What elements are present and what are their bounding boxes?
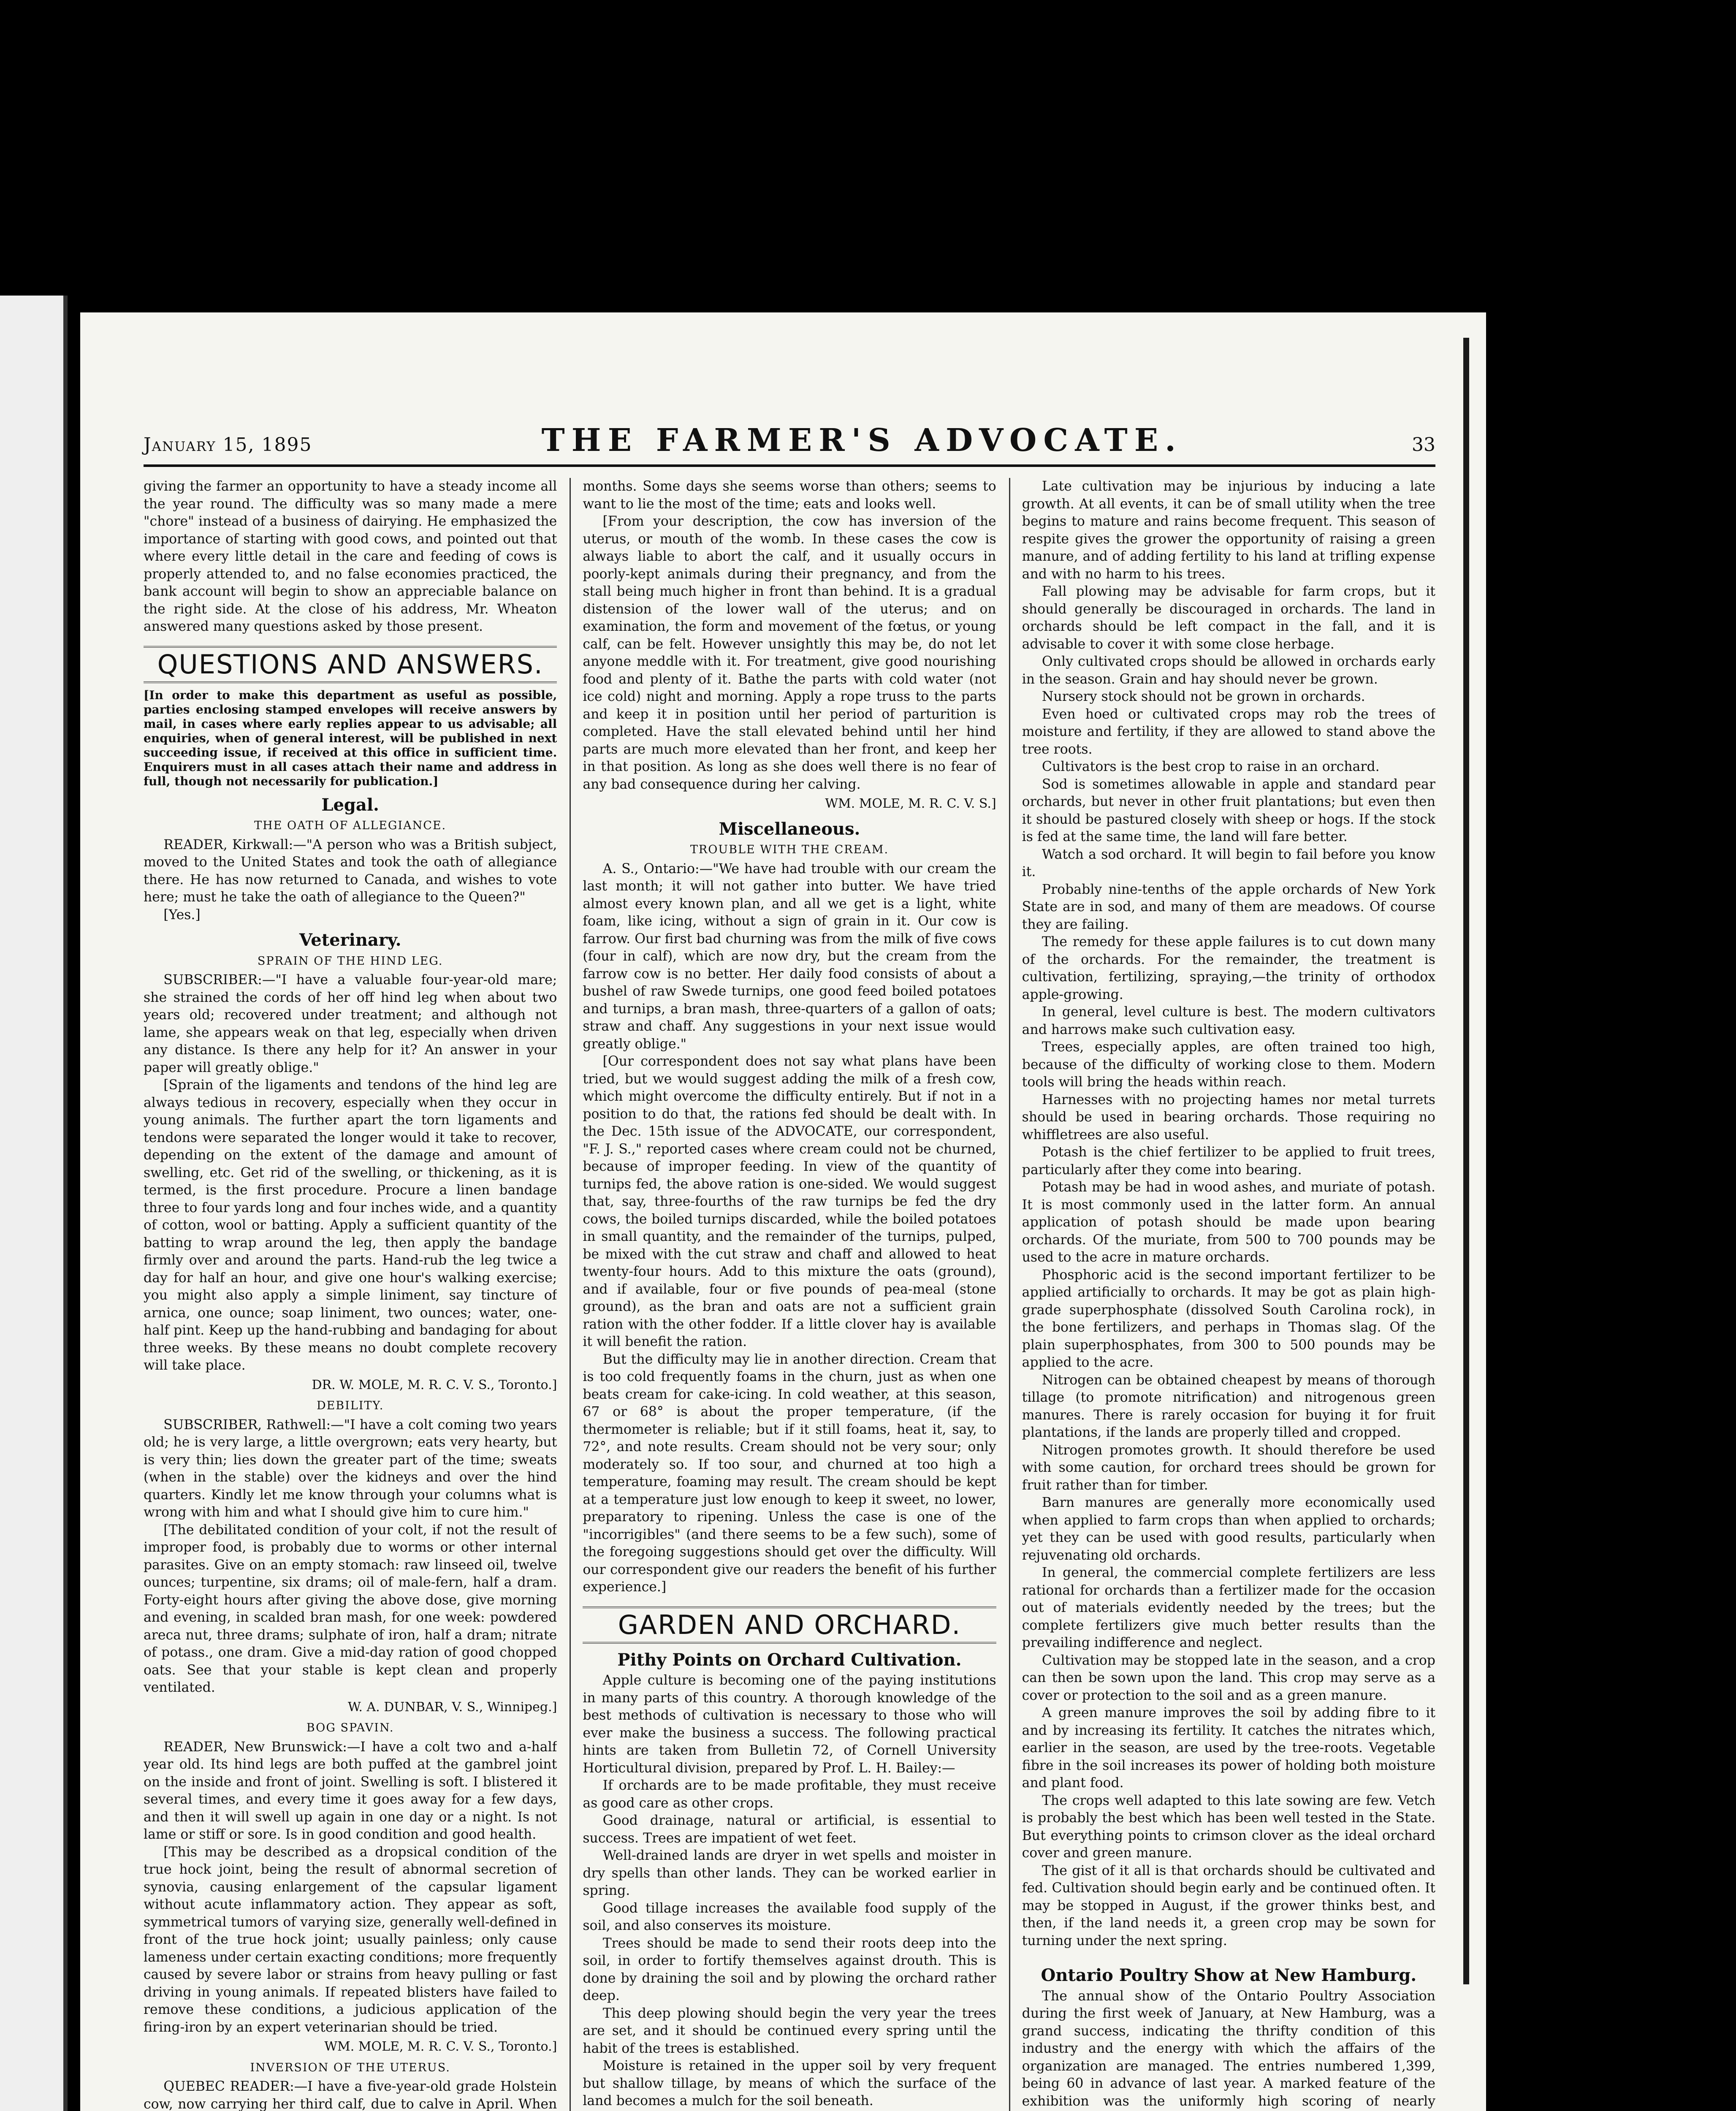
- paragraph: Even hoed or cultivated crops may rob the trees of moisture and fertility, if they are allowed to stand above the tree roots.: [1022, 706, 1435, 757]
- answer: [The debilitated condition of your colt, if not the result of improper food, is probably due to worms or other internal parasites. Give on an empty stomach: raw linseed oil, twelve ounces; turpentine, six drams; oil of male-fern, half a dram. Forty-eight hours after giving the above dose, give morning and evening, in scalded bran mash, for one week: powdered areca nut, three drams; sulphate of iron, half a dram; nitrate of potass., one dram. Give a mid-day ration of good chopped oats. See that your stable is kept clean and properly ventilated.: [144, 1522, 557, 1695]
- article-title-poultry-show: Ontario Poultry Show at New Hamburg.: [1041, 1965, 1417, 1985]
- paragraph: Harnesses with no projecting hames nor metal turrets should be used in bearing orchards. Those requiring no whiffletrees are also useful.: [1022, 1092, 1435, 1142]
- article-title: Pithy Points on Orchard Cultivation.: [617, 1650, 962, 1670]
- paragraph: Moisture is retained in the upper soil by very frequent but shallow tillage, by means of which the surface of the land becomes a mulch for the soil beneath.: [583, 2058, 996, 2108]
- paragraph: Sod is sometimes allowable in apple and standard pear orchards, but never in other fruit plantations; but even then it should be pastured closely with sheep or hogs. If the stock is fed at the same time, the land will fare better.: [1022, 776, 1435, 844]
- signature: WM. MOLE, M. R. C. V. S.]: [825, 796, 996, 811]
- paragraph: The crops well adapted to this late sowing are few. Vetch is probably the best which has been well tested in the State. But everything points to crimson clover as the ideal orchard cover and green manure.: [1022, 1793, 1435, 1861]
- question: SUBSCRIBER:—"I have a valuable four-year-old mare; she strained the cords of her off hind leg when about two years old; recovered under treatment; and although not lame, she appears weak on that leg, especially when driven any distance. Is there any help for it? An answer in your paper will greatly oblige.": [144, 972, 557, 1075]
- column-3: [1009, 478, 1435, 2111]
- question: SUBSCRIBER, Rathwell:—"I have a colt coming two years old; he is very large, a little overgrown; eats very hearty, but is very thin; lies down the greater part of the time; sweats (when in the stable) over the kidneys and over the hind quarters. Kindly let me know through your columns what is wrong with him and what I should give him to cure him.": [144, 1417, 557, 1520]
- paragraph: Good drainage, natural or artificial, is essential to success. Trees are impatient of wet feet.: [583, 1813, 996, 1846]
- paragraph: This deep plowing should begin the very year the trees are set, and it should be continued every spring until the habit of the trees is established.: [583, 2005, 996, 2056]
- page-header: [144, 422, 1435, 467]
- answer: [This may be described as a dropsical condition of the true hock joint, being the result of abnormal secretion of synovia, causing enlargement of the capsular ligament without acute inflammatory action. They appear as soft, symmetrical tumors of varying size, generally well-defined in front of the true hock joint; usually painless; only cause lameness under certain exacting conditions; more frequently caused by severe labor or strains from heavy pulling or fast driving in young animals. If repeated blisters have failed to remove these conditions, a judicious application of the firing-iron by an expert veterinarian should be tried.: [144, 1844, 557, 2035]
- topic-title: SPRAIN OF THE HIND LEG.: [257, 954, 443, 968]
- topic-title: INVERSION OF THE UTERUS.: [250, 2061, 450, 2074]
- paragraph: The remedy for these apple failures is to cut down many of the orchards. For the remainder, the treatment is cultivation, fertilizing, spraying,—the trinity of orthodox apple-growing.: [1022, 934, 1435, 1002]
- question: READER, Kirkwall:—"A person who was a British subject, moved to the United States and took the oath of allegiance there. He has now returned to Canada, and wishes to vote here; must he take the oath of allegiance to the Queen?": [144, 837, 557, 905]
- article-columns: [144, 478, 1435, 2111]
- paragraph: Trees should be made to send their roots deep into the soil, in order to fortify themselves against drouth. This is done by draining the soil and by plowing the orchard rather deep.: [583, 1935, 996, 2003]
- paragraph: Well-drained lands are dryer in wet spells and moister in dry spells than other lands. They can be worked earlier in spring.: [583, 1848, 996, 1898]
- paragraph: Apple culture is becoming one of the paying institutions in many parts of this country. A thorough knowledge of the best methods of cultivation is necessary to those who will ever make the business a success. The following practical hints are taken from Bulletin 72, of Cornell University Horticultural division, prepared by Prof. L. H. Bailey:—: [583, 1673, 996, 1776]
- answer: [From your description, the cow has inversion of the uterus, or mouth of the womb. In these cases the cow is always liable to abort the calf, and it usually occurs in poorly-kept animals during their pregnancy, and from the stall being much higher in front than behind. It is a gradual distension of the lower wall of the uterus; and on examination, the form and movement of the fœtus, or young calf, can be felt. However unsightly this may be, do not let anyone meddle with it. For treatment, give good nourishing food and plenty of it. Bathe the parts with cold water (not ice cold) night and morning. Apply a rope truss to the parts and keep it in position until her period of parturition is completed. Have the stall elevated behind until her hind parts are much more elevated than her front, and keep her in that position. As long as she does well there is no fear of any bad consequence during her calving.: [583, 514, 996, 792]
- signature: W. A. DUNBAR, V. S., Winnipeg.]: [347, 1699, 557, 1715]
- paragraph: giving the farmer an opportunity to have a steady income all the year round. The difficulty was so many made a mere "chore" instead of a business of dairying. He emphasized the importance of starting with good cows, and pointed out that where every little detail in the care and feeding of cows is properly attended to, and no false economies practiced, the bank account will begin to show an appreciable balance on the right side. At the close of his address, Mr. Wheaton answered many questions asked by those present.: [144, 479, 557, 634]
- section-heading-questions-answers: QUESTIONS AND ANSWERS.: [144, 646, 557, 683]
- answer: [Sprain of the ligaments and tendons of the hind leg are always tedious in recovery, especially when they occur in young animals. The further apart the torn ligaments and tendons were separated the longer would it take to recover, depending on the extent of the damage and amount of swelling, etc. Get rid of the swelling, or thickening, as it is termed, is the first procedure. Procure a linen bandage three to four yards long and four inches wide, and a quantity of cotton, wool or batting. Apply a sufficient quantity of the batting to wrap around the leg, then apply the bandage firmly over and around the parts. Hand-rub the leg twice a day for half an hour, and give one hour's walking exercise; you might also apply a simple liniment, say tincture of arnica, one ounce; soap liniment, two ounces; water, one-half pint. Keep up the hand-rubbing and bandaging for about three weeks. By these means no doubt complete recovery will take place.: [144, 1077, 557, 1373]
- paragraph: The gist of it all is that orchards should be cultivated and fed. Cultivation should begin early and be continued often. It may be stopped in August, if the grower thinks best, and then, if the land needs it, a green crop may be sown for turning under the next spring.: [1022, 1863, 1435, 1948]
- paragraph: A green manure improves the soil by adding fibre to it and by increasing its fertility. It catches the nitrates which, earlier in the season, are used by the tree-roots. Vegetable fibre in the soil increases its power of holding both moisture and plant food.: [1022, 1705, 1435, 1791]
- answer: [Yes.]: [163, 907, 201, 923]
- paragraph: In general, level culture is best. The modern cultivators and harrows make such cultivation easy.: [1022, 1004, 1435, 1037]
- column-1: [144, 478, 557, 2111]
- paragraph: Cultivators is the best crop to raise in an orchard.: [1042, 759, 1380, 774]
- answer: But the difficulty may lie in another direction. Cream that is too cold frequently foams in the churn, just as when one beats cream for cake-icing. In cold weather, at this season, 67 or 68° is about the proper temperature, (if the thermometer is reliable; but if it still foams, heat it, say, to 72°, and note results. Cream should not be very sour; only moderately so. If too sour, and churned at too high a temperature, foaming may result. The cream should be kept at a temperature just low enough to keep it sweet, no lower, preparatory to ripening. Unless the case is one of the "incorrigibles" (and there seems to be a few such), some of the foregoing suggestions should get over the difficulty. Will our correspondent give our readers the benefit of his further experience.]: [583, 1351, 996, 1595]
- issue-date: January 15, 1895: [144, 434, 312, 456]
- paragraph: Trees, especially apples, are often trained too high, because of the difficulty of working close to them. Modern tools will bring the heads within reach.: [1022, 1039, 1435, 1090]
- paragraph: Cultivation may be stopped late in the season, and a crop can then be sown upon the land. This crop may serve as a cover or protection to the soil and as a green manure.: [1022, 1652, 1435, 1703]
- paragraph: Phosphoric acid is the second important fertilizer to be applied artificially to orchards. It may be got as plain high-grade superphosphate (dissolved South Carolina rock), in the bone fertilizers, and perhaps in Thomas slag. Of the plain superphosphates, from 300 to 500 pounds may be applied to the acre.: [1022, 1267, 1435, 1370]
- paragraph: Nursery stock should not be grown in orchards.: [1042, 689, 1365, 704]
- paragraph: Nitrogen promotes growth. It should therefore be used with some caution, for orchard trees should be grown for fruit rather than for timber.: [1022, 1442, 1435, 1493]
- paragraph: Barn manures are generally more economically used when applied to farm crops than when applied to orchards; yet they can be used with good results, particularly when rejuvenating old orchards.: [1022, 1495, 1435, 1563]
- paragraph: Potash may be had in wood ashes, and muriate of potash. It is most commonly used in the latter form. An annual application of potash should be made upon bearing orchards. Of the muriate, from 500 to 700 pounds may be used to the acre in mature orchards.: [1022, 1180, 1435, 1265]
- question: READER, New Brunswick:—I have a colt two and a-half year old. Its hind legs are both puffed at the gambrel joint on the inside and front of joint. Swelling is soft. I blistered it several times, and every time it goes away for a few days, and then it will swell up again in one day or a night. Is not lame or stiff or sore. Is in good condition and good health.: [144, 1739, 557, 1842]
- subheading-legal: Legal.: [321, 795, 379, 815]
- question: QUEBEC READER:—I have a five-year-old grade Holstein cow, now carrying her third calf, due to calve in April. When: [144, 2079, 557, 2111]
- masthead-title: THE FARMER'S ADVOCATE.: [541, 422, 1183, 459]
- column-2: [570, 478, 996, 2111]
- binding-rule: [1463, 338, 1469, 1984]
- paragraph: If orchards are to be made profitable, they must receive as good care as other crops.: [583, 1778, 996, 1811]
- topic-title: DEBILITY.: [316, 1399, 384, 1412]
- paragraph: Late cultivation may be injurious by inducing a late growth. At all events, it can be of small utility when the tree begins to mature and rains become frequent. This season of respite gives the grower the opportunity of raising a green manure, and of adding fertility to his land at trifling expense and with no harm to his trees.: [1022, 479, 1435, 582]
- subheading-veterinary: Veterinary.: [299, 930, 401, 950]
- signature: WM. MOLE, M. R. C. V. S., Toronto.]: [324, 2039, 557, 2054]
- paragraph: Watch a sod orchard. It will begin to fail before you know it.: [1022, 847, 1435, 879]
- question: A. S., Ontario:—"We have had trouble with our cream the last month; it will not gather into butter. We have tried almost every known plan, and all we get is a light, white foam, like icing, without a sign of grain in it. Our cow is farrow. Our first bad churning was from the milk of five cows (four in calf), which are now dry, but the cream from the farrow cow is no better. Her daily food consists of about a bushel of raw Swede turnips, one good feed boiled potatoes and turnips, a bran mash, three-quarters of a gallon of oats; straw and chaff. Any suggestions in your next issue would greatly oblige.": [583, 861, 996, 1052]
- scan-left-page-edge: [0, 296, 68, 2111]
- page-number: 33: [1411, 434, 1435, 456]
- paragraph: Potash is the chief fertilizer to be applied to fruit trees, particularly after they come into bearing.: [1022, 1145, 1435, 1178]
- paragraph: Only cultivated crops should be allowed in orchards early in the season. Grain and hay should never be grown.: [1022, 654, 1435, 687]
- topic-title: TROUBLE WITH THE CREAM.: [690, 843, 889, 856]
- paragraph: Good tillage increases the available food supply of the soil, and also conserves its moisture.: [583, 1900, 996, 1933]
- paragraph: Nitrogen can be obtained cheapest by means of thorough tillage (to promote nitrification) and nitrogenous green manures. There is rarely occasion for buying it for fruit plantations, if the lands are properly tilled and cropped.: [1022, 1372, 1435, 1440]
- topic-title: BOG SPAVIN.: [306, 1721, 394, 1734]
- paragraph: months. Some days she seems worse than others; seems to want to lie the most of the time; eats and looks well.: [583, 479, 996, 512]
- topic-title: THE OATH OF ALLEGIANCE.: [254, 819, 447, 832]
- paragraph: The annual show of the Ontario Poultry Association during the first week of January, at New Hamburg, was a grand success, indicating the thrifty condition of this industry and the energy with which the affairs of the organization are managed. The entries numbered 1,399, being 60 in advance of last year. A marked feature of the exhibition was the uniformly high scoring of nearly: [1022, 1988, 1435, 2109]
- paragraph: Fall plowing may be advisable for farm crops, but it should generally be discouraged in orchards. The land in orchards should be left compact in the fall, and it is advisable to cover it with some close herbage.: [1022, 584, 1435, 652]
- subheading-miscellaneous: Miscellaneous.: [719, 819, 860, 839]
- newspaper-page: [80, 312, 1486, 2111]
- section-heading-garden-orchard: GARDEN AND ORCHARD.: [583, 1606, 996, 1644]
- answer: [Our correspondent does not say what plans have been tried, but we would suggest adding the milk of a fresh cow, which might overcome the difficulty entirely. But if not in a position to do that, the rations fed should be dealt with. In the Dec. 15th issue of the ADVOCATE, our correspondent, "F. J. S.," reported cases where cream could not be churned, because of improper feeding. In view of the quantity of turnips fed, the above ration is one-sided. We would suggest that, say, three-fourths of the raw turnips be fed the dry cows, the boiled turnips discarded, while the boiled potatoes in small quantity, and the remainder of the turnips, pulped, be mixed with the cut straw and chaff and allowed to heat twenty-four hours. Add to this mixture the oats (ground), and if available, four or five pounds of pea-meal (stone ground), as the bran and oats are not a sufficient grain ration with the other fodder. If a little clover hay is available it will benefit the ration.: [583, 1054, 996, 1349]
- paragraph: In general, the commercial complete fertilizers are less rational for orchards than a fertilizer made for the occasion out of materials evidently needed by the trees; but the complete fertilizers give much better results than the prevailing indifference and neglect.: [1022, 1565, 1435, 1650]
- department-note: [In order to make this department as useful as possible, parties enclosing stamped envelopes will receive answers by mail, in cases where early replies appear to us advisable; all enquiries, when of general interest, will be published in next succeeding issue, if received at this office in sufficient time. Enquirers must in all cases attach their name and address in full, though not necessarily for publication.]: [144, 688, 557, 788]
- paragraph: Probably nine-tenths of the apple orchards of New York State are in sod, and many of them are meadows. Of course they are failing.: [1022, 882, 1435, 932]
- signature: DR. W. MOLE, M. R. C. V. S., Toronto.]: [312, 1377, 557, 1392]
